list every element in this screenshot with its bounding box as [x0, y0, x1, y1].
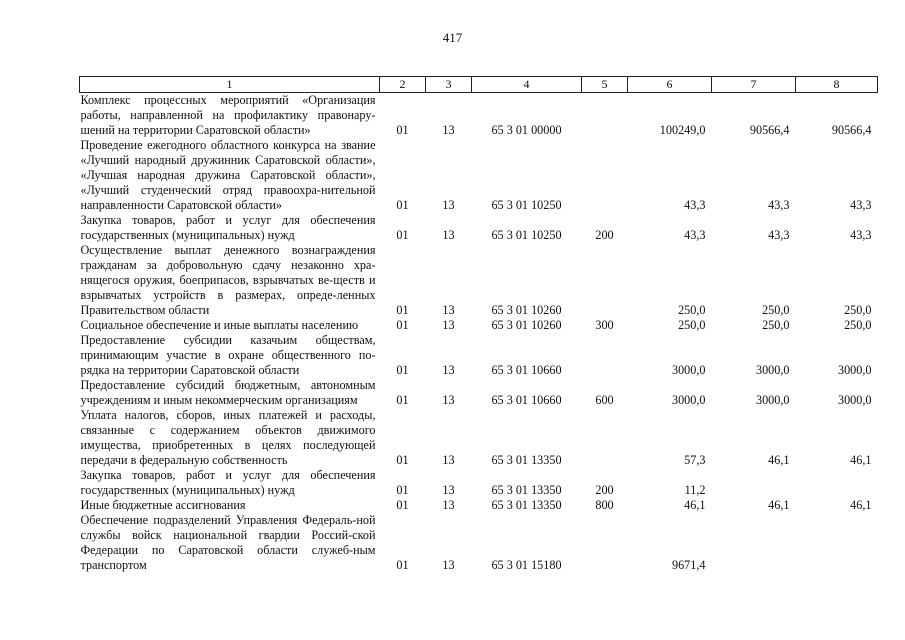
row-target-article: 65 3 01 10660: [491, 363, 562, 377]
row-amount-year3: 43,3: [850, 228, 872, 242]
page-number: 417: [442, 30, 463, 45]
header-col-1: 1: [80, 77, 380, 93]
row-amount-year1: 46,1: [684, 498, 706, 512]
row-amount-year3: 250,0: [844, 318, 872, 332]
row-amount-year2: 43,3: [768, 198, 790, 212]
header-col-7: 7: [712, 77, 796, 93]
row-section: 01: [396, 318, 409, 332]
row-section: 01: [396, 393, 409, 407]
header-col-3: 3: [426, 77, 472, 93]
header-col-2: 2: [380, 77, 426, 93]
row-subsection: 13: [442, 303, 455, 317]
row-name: Социальное обеспечение и иные выплаты населению: [80, 318, 359, 332]
row-expense-type: 300: [595, 318, 614, 332]
row-expense-type: [582, 333, 628, 378]
row-amount-year1: 3000,0: [671, 363, 706, 377]
row-name: Обеспечение подразделений Управления Федераль-ной службы войск национальной гвардии Россий-ской Федерации по Саратовской области служеб-ным транспортом: [80, 513, 376, 572]
row-amount-year2: 250,0: [762, 318, 790, 332]
row-expense-type: 200: [595, 228, 614, 242]
table-row: [80, 243, 878, 318]
header-col-4: 4: [472, 77, 582, 93]
row-subsection: 13: [442, 198, 455, 212]
header-col-8: 8: [796, 77, 878, 93]
row-name: Проведение ежегодного областного конкурса на звание «Лучший народный дружинник Саратовской области», «Лучшая народная дружина Саратовской области», «Лучший студенческий отряд правоохра-нительной направленности Саратовской области»: [80, 138, 376, 212]
row-amount-year2: 3000,0: [755, 393, 790, 407]
row-expense-type: [582, 138, 628, 213]
row-amount-year1: 250,0: [678, 303, 706, 317]
row-amount-year1: 100249,0: [659, 123, 706, 137]
row-amount-year3: [796, 468, 878, 498]
row-expense-type: 800: [595, 498, 614, 512]
row-subsection: 13: [442, 393, 455, 407]
row-section: 01: [396, 483, 409, 497]
row-amount-year1: 3000,0: [671, 393, 706, 407]
table-row: [80, 468, 878, 498]
table-row: [80, 498, 878, 513]
row-target-article: 65 3 01 13350: [491, 498, 562, 512]
row-section: 01: [396, 228, 409, 242]
row-section: 01: [396, 558, 409, 572]
row-amount-year2: 46,1: [768, 453, 790, 467]
row-amount-year1: 9671,4: [671, 558, 706, 572]
row-name: Предоставление субсидий бюджетным, автономным учреждениям и иным некоммерческим организациям: [80, 378, 376, 407]
row-section: 01: [396, 453, 409, 467]
row-subsection: 13: [442, 123, 455, 137]
row-amount-year2: 250,0: [762, 303, 790, 317]
row-amount-year3: [796, 513, 878, 573]
row-expense-type: 200: [595, 483, 614, 497]
row-amount-year3: 3000,0: [837, 393, 872, 407]
row-target-article: 65 3 01 10250: [491, 198, 562, 212]
row-amount-year1: 11,2: [684, 483, 706, 497]
table-row: [80, 378, 878, 408]
row-subsection: 13: [442, 453, 455, 467]
row-amount-year3: 43,3: [850, 198, 872, 212]
budget-table: [79, 76, 878, 573]
row-amount-year3: 46,1: [850, 498, 872, 512]
row-amount-year3: 46,1: [850, 453, 872, 467]
row-section: 01: [396, 363, 409, 377]
row-amount-year2: 90566,4: [749, 123, 790, 137]
table-row: [80, 408, 878, 468]
row-amount-year3: 250,0: [844, 303, 872, 317]
table-row: [80, 333, 878, 378]
row-target-article: 65 3 01 15180: [491, 558, 562, 572]
header-col-6: 6: [628, 77, 712, 93]
row-section: 01: [396, 498, 409, 512]
row-amount-year2: 3000,0: [755, 363, 790, 377]
row-section: 01: [396, 198, 409, 212]
row-amount-year2: [712, 468, 796, 498]
row-amount-year1: 43,3: [684, 228, 706, 242]
row-name: Уплата налогов, сборов, иных платежей и расходы, связанные с содержанием объектов движимого имущества, приобретенных в целях последующей передачи в федеральную собственность: [80, 408, 376, 467]
row-subsection: 13: [442, 498, 455, 512]
row-target-article: 65 3 01 10660: [491, 393, 562, 407]
row-amount-year1: 43,3: [684, 198, 706, 212]
row-name: Закупка товаров, работ и услуг для обеспечения государственных (муниципальных) нужд: [80, 213, 376, 242]
row-subsection: 13: [442, 558, 455, 572]
table-row: [80, 318, 878, 333]
row-amount-year2: [712, 513, 796, 573]
row-subsection: 13: [442, 483, 455, 497]
row-name: Предоставление субсидии казачьим обществам, принимающим участие в охране общественного по-рядка на территории Саратовской области: [80, 333, 376, 377]
row-expense-type: [582, 408, 628, 468]
row-target-article: 65 3 01 10260: [491, 318, 562, 332]
row-subsection: 13: [442, 318, 455, 332]
row-amount-year2: 46,1: [768, 498, 790, 512]
row-amount-year1: 57,3: [684, 453, 706, 467]
row-amount-year2: 43,3: [768, 228, 790, 242]
row-expense-type: [582, 513, 628, 573]
row-expense-type: [582, 243, 628, 318]
row-target-article: 65 3 01 10250: [491, 228, 562, 242]
header-col-5: 5: [582, 77, 628, 93]
row-name: Закупка товаров, работ и услуг для обеспечения государственных (муниципальных) нужд: [80, 468, 376, 497]
header-row: [80, 77, 878, 93]
row-target-article: 65 3 01 13350: [491, 453, 562, 467]
table-row: [80, 513, 878, 573]
row-name: Осуществление выплат денежного вознаграждения гражданам за добровольную сдачу незаконно хра-нящегося оружия, боеприпасов, взрывчатых ве-ществ и взрывчатых устройств в размерах, опреде-ленных Правительством области: [80, 243, 376, 317]
row-section: 01: [396, 303, 409, 317]
row-amount-year3: 3000,0: [837, 363, 872, 377]
row-expense-type: 600: [595, 393, 614, 407]
table-row: [80, 138, 878, 213]
row-subsection: 13: [442, 363, 455, 377]
row-target-article: 65 3 01 13350: [491, 483, 562, 497]
row-section: 01: [396, 123, 409, 137]
row-target-article: 65 3 01 00000: [491, 123, 562, 137]
row-name: Иные бюджетные ассигнования: [80, 498, 246, 512]
table-row: [80, 93, 878, 139]
row-subsection: 13: [442, 228, 455, 242]
row-name: Комплекс процессных мероприятий «Организация работы, направленной на профилактику правонару-шений на территории Саратовской области»: [80, 93, 376, 137]
row-amount-year1: 250,0: [678, 318, 706, 332]
table-row: [80, 213, 878, 243]
row-amount-year3: 90566,4: [831, 123, 872, 137]
row-target-article: 65 3 01 10260: [491, 303, 562, 317]
row-expense-type: [582, 93, 628, 139]
